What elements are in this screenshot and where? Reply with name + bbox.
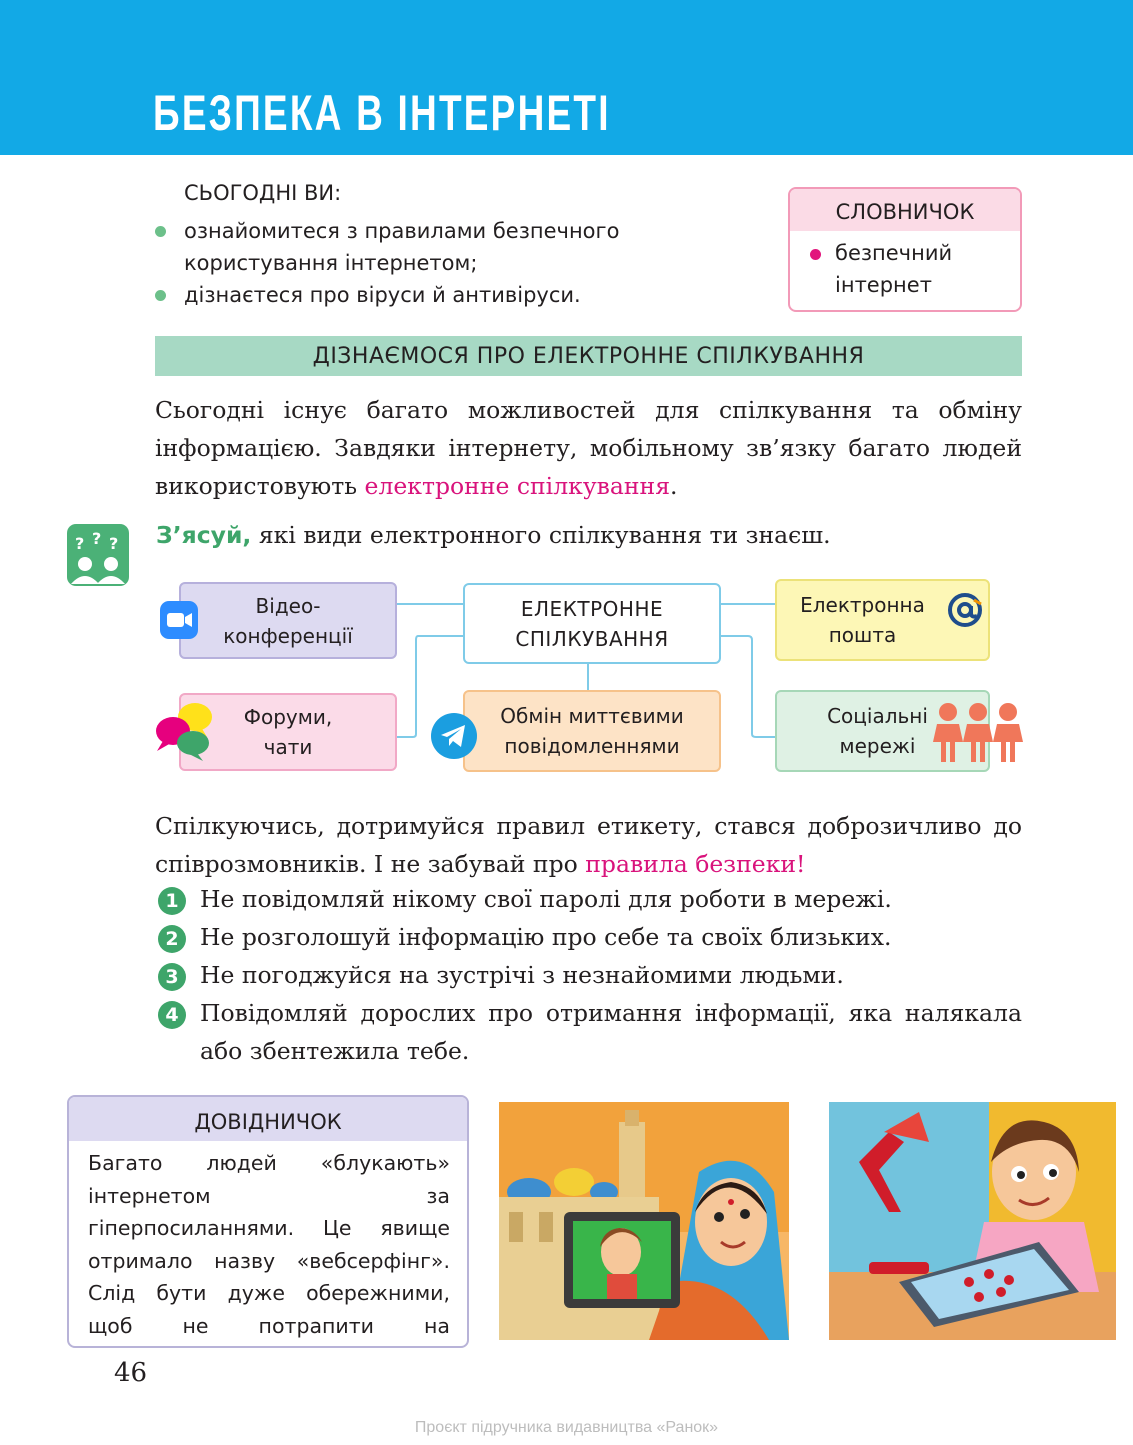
svg-text:?: ? xyxy=(109,534,119,553)
chat-bubbles-icon xyxy=(155,701,213,763)
list-item: 2 Не розголошуй інформацію про себе та своїх близьких. xyxy=(158,918,1022,956)
people-icon xyxy=(932,700,1024,764)
rules-list xyxy=(158,880,1022,1070)
today-list xyxy=(155,215,675,311)
glossary-title: СЛОВНИЧОК xyxy=(790,189,1020,231)
list-item: 3 Не погоджуйся на зустрічі з незнайомими людьми. xyxy=(158,956,1022,994)
bullet-icon xyxy=(155,290,166,301)
reference-title: ДОВІДНИЧОК xyxy=(69,1097,467,1141)
node-forums-chats: Форуми, чати xyxy=(179,693,397,771)
illustration-boy-tablet xyxy=(829,1102,1116,1340)
etiquette-paragraph: Спілкуючись, дотримуйся правил етикету, стався доброзичливо до співрозмовників. І не забувай про правила безпеки! xyxy=(155,812,1022,878)
page-title: БЕЗПЕКА В ІНТЕРНЕТІ xyxy=(153,85,611,141)
footer-text: Проєкт підручника видавництва «Ранок» xyxy=(414,1419,719,1436)
intro-paragraph: Сьогодні існує багато можливостей для спілкування та обміну інформацією. Завдяки інтернету, мобільному зв’язку багато людей використовують електронне спілкування. xyxy=(155,396,1022,500)
page-header xyxy=(0,0,1133,155)
bullet-icon xyxy=(810,249,821,260)
node-email: Електронна пошта xyxy=(775,579,990,661)
reference-text: Багато людей «блукають» інтернетом за гіперпосиланнями. Це явище отримало назву «вебсерфінг». Слід бути дуже обережними, щоб не потрапити на xyxy=(88,1151,450,1338)
list-item: ознайомитеся з правилами безпечного користування інтернетом; xyxy=(155,215,675,279)
email-at-icon xyxy=(945,590,985,630)
list-item: дізнаєтеся про віруси й антивіруси. xyxy=(155,279,675,311)
bullet-icon xyxy=(155,226,166,237)
today-title: СЬОГОДНІ ВИ: xyxy=(184,181,342,205)
number-badge: 2 xyxy=(158,925,186,953)
section-title: ДІЗНАЄМОСЯ ПРО ЕЛЕКТРОННЕ СПІЛКУВАННЯ xyxy=(155,336,1022,376)
list-item: 1 Не повідомляй нікому свої паролі для роботи в мережі. xyxy=(158,880,1022,918)
node-social-networks: Соціальні мережі xyxy=(775,690,990,772)
list-item: 4 Повідомляй дорослих про отримання інформації, яка налякала або збентежила тебе. xyxy=(158,994,1022,1070)
telegram-icon xyxy=(430,712,478,760)
svg-text:?: ? xyxy=(75,534,85,553)
highlight-term: правила безпеки! xyxy=(585,850,806,878)
illustration-girl-tablet xyxy=(499,1102,789,1340)
number-badge: 1 xyxy=(158,887,186,915)
svg-text:?: ? xyxy=(92,529,102,548)
page-number: 46 xyxy=(114,1358,148,1388)
reference-box xyxy=(67,1095,469,1348)
glossary-box xyxy=(788,187,1022,312)
question-people-icon xyxy=(67,524,129,586)
node-electronic-communication: ЕЛЕКТРОННЕ СПІЛКУВАННЯ xyxy=(463,583,721,664)
highlight-term: електронне спілкування xyxy=(364,472,671,500)
node-video-conferences: Відео- конференції xyxy=(179,582,397,659)
number-badge: 3 xyxy=(158,963,186,991)
video-camera-icon xyxy=(160,601,198,639)
number-badge: 4 xyxy=(158,1001,186,1029)
task-text: З’ясуй, які види електронного спілкування ти знаєш. xyxy=(156,521,831,549)
glossary-item: безпечний інтернет xyxy=(810,237,1010,301)
node-instant-messaging: Обмін миттєвими повідомленнями xyxy=(463,690,721,772)
